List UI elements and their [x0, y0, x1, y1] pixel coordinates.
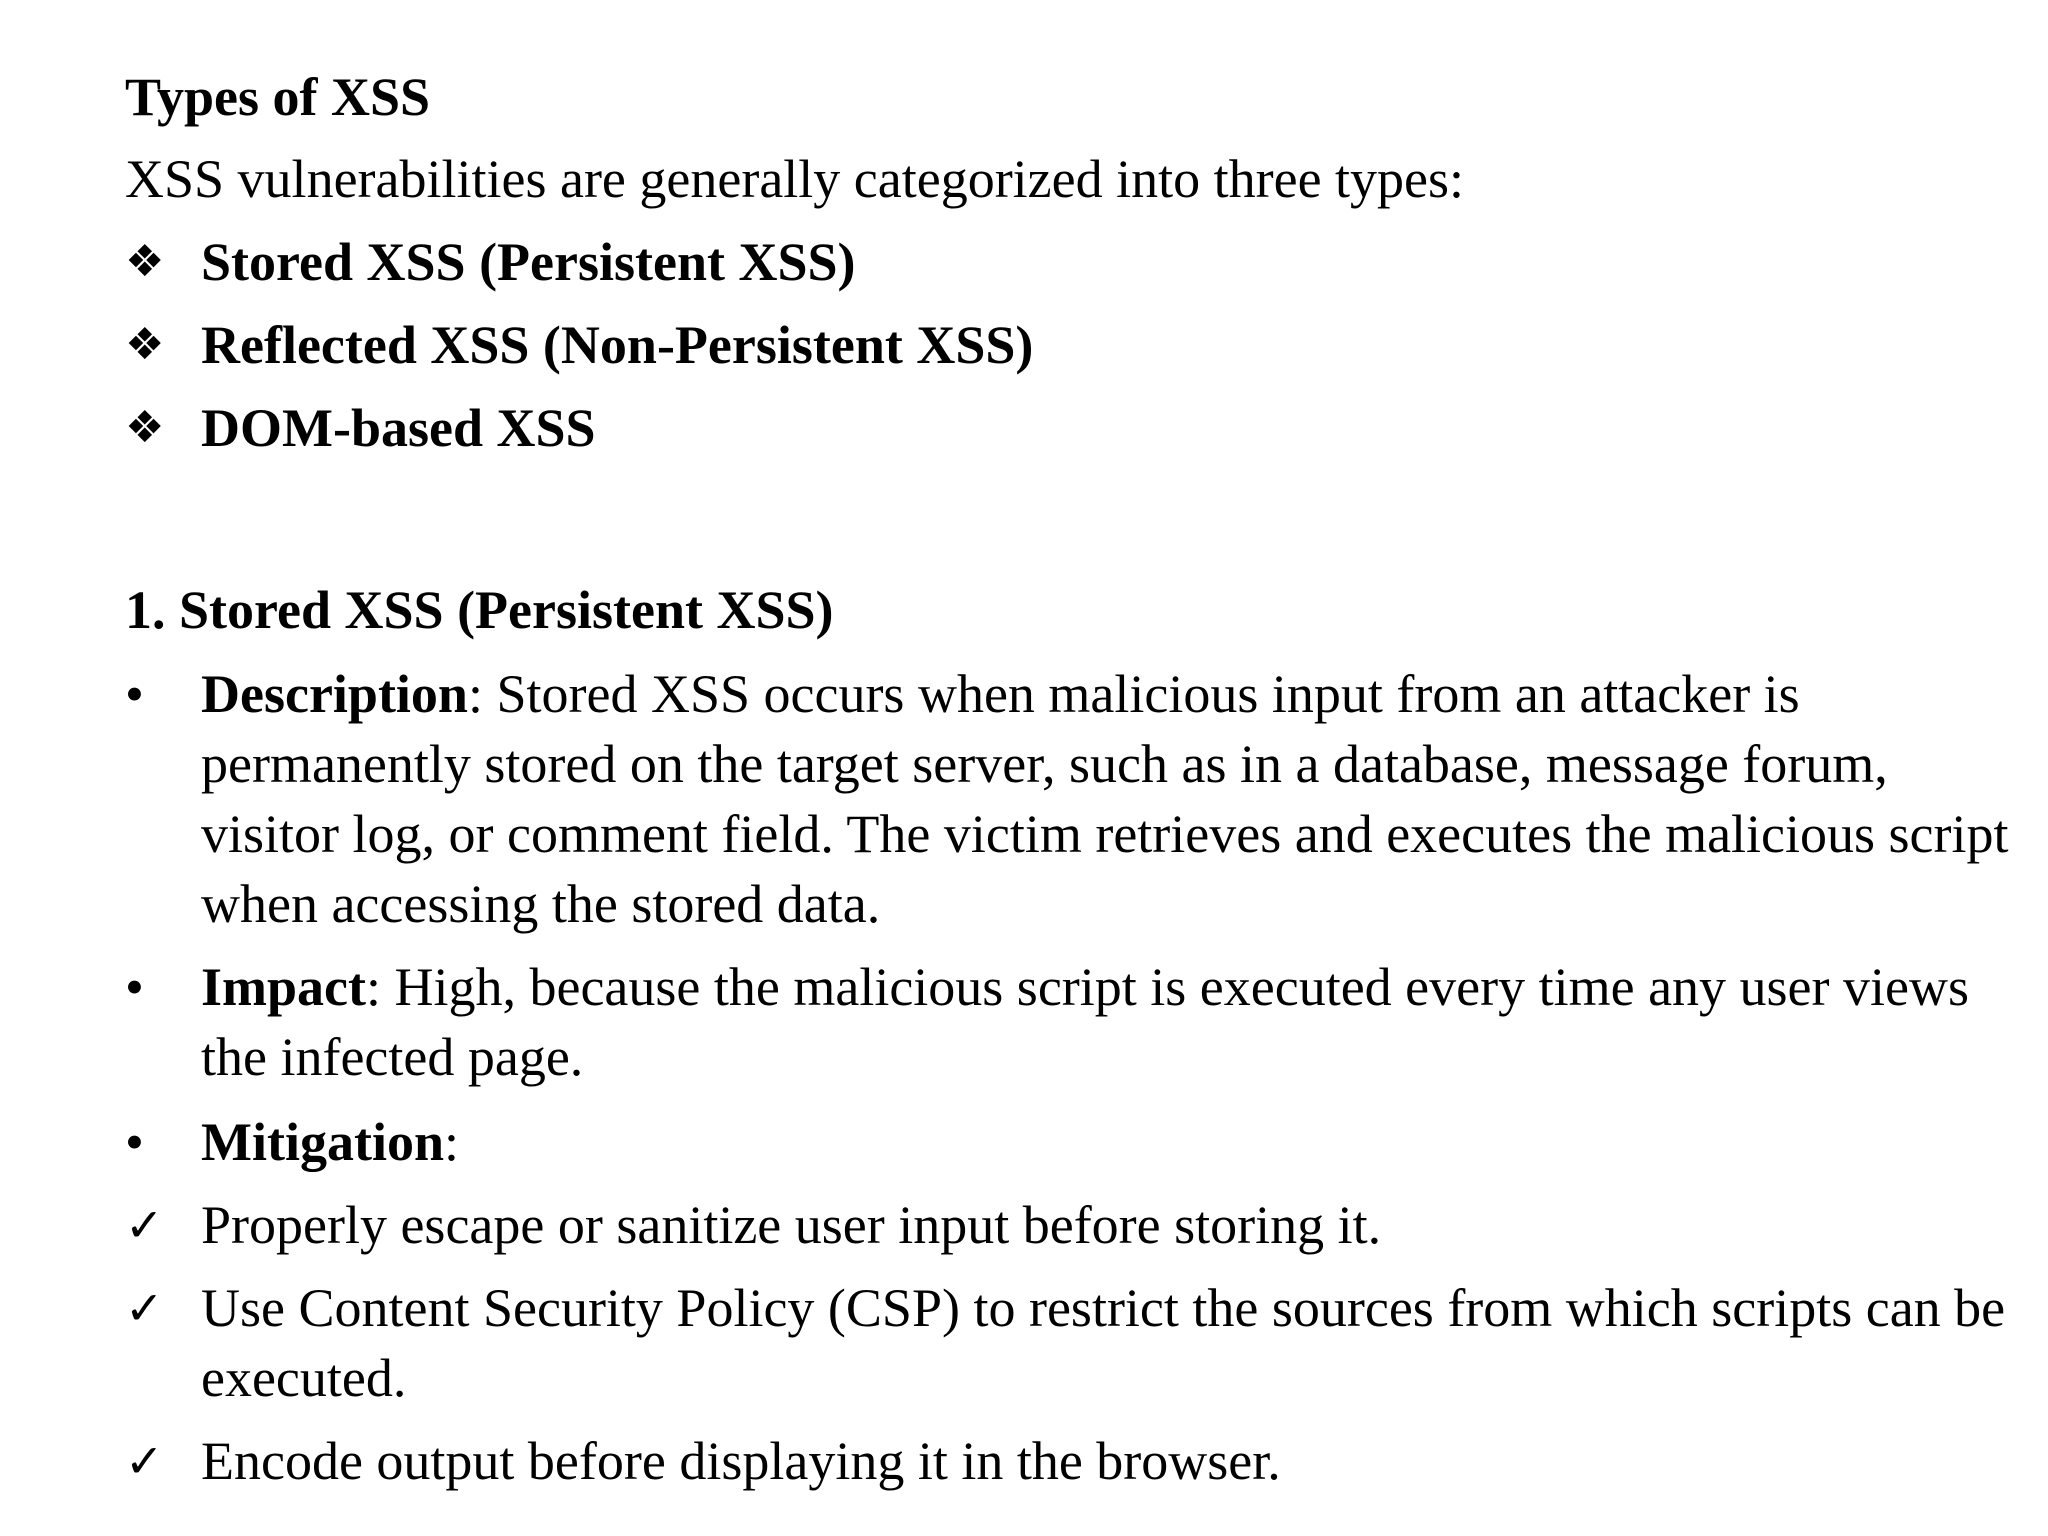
heading-types-of-xss: Types of XSS: [125, 67, 431, 127]
detail-item-description: [125, 659, 2015, 939]
detail-text: : Stored XSS occurs when malicious input from an attacker is permanently stored on the target server, such as in a database, message forum, visitor log, or comment field. The victim retrieves and executes the malicious script when accessing the stored data.: [201, 664, 2009, 934]
detail-text: :: [443, 1112, 459, 1172]
mitigation-text: Use Content Security Policy (CSP) to restrict the sources from which scripts can be executed.: [201, 1278, 2006, 1408]
detail-term: Impact: [201, 957, 366, 1017]
checkmark-icon: ✓: [125, 1198, 164, 1252]
type-label-stored: Stored XSS (Persistent XSS): [201, 232, 856, 292]
mitigation-item: [125, 1426, 2015, 1496]
bullet-icon: •: [125, 957, 144, 1017]
diamond-bullet-icon: ❖: [125, 236, 165, 287]
type-list-item: [125, 310, 2015, 380]
mitigation-item: [125, 1273, 2015, 1413]
intro-text: XSS vulnerabilities are generally categorized into three types:: [125, 149, 1465, 209]
bullet-icon: •: [125, 1112, 144, 1172]
detail-content: [201, 659, 2015, 939]
detail-text: : High, because the malicious script is executed every time any user views the infected page.: [201, 957, 1969, 1087]
detail-item-mitigation: [125, 1107, 2015, 1177]
diamond-bullet-icon: ❖: [125, 402, 165, 453]
bullet-icon: •: [125, 664, 144, 724]
diamond-bullet-icon: ❖: [125, 319, 165, 370]
detail-term: Mitigation: [201, 1112, 444, 1172]
section-title-stored-xss: 1. Stored XSS (Persistent XSS): [125, 580, 834, 640]
mitigation-item: [125, 1190, 2015, 1260]
detail-content: [201, 952, 2015, 1092]
type-label-dom-based: DOM-based XSS: [201, 398, 596, 458]
type-list-item: [125, 227, 2015, 297]
mitigation-text: Properly escape or sanitize user input before storing it.: [201, 1195, 1382, 1255]
checkmark-icon: ✓: [125, 1434, 164, 1488]
detail-term: Description: [201, 664, 468, 724]
mitigation-text: Encode output before displaying it in the browser.: [201, 1431, 1281, 1491]
type-label-reflected: Reflected XSS (Non-Persistent XSS): [201, 315, 1034, 375]
detail-content: [201, 1107, 2015, 1177]
checkmark-icon: ✓: [125, 1281, 164, 1335]
type-list-item: [125, 393, 2015, 463]
detail-item-impact: [125, 952, 2015, 1092]
